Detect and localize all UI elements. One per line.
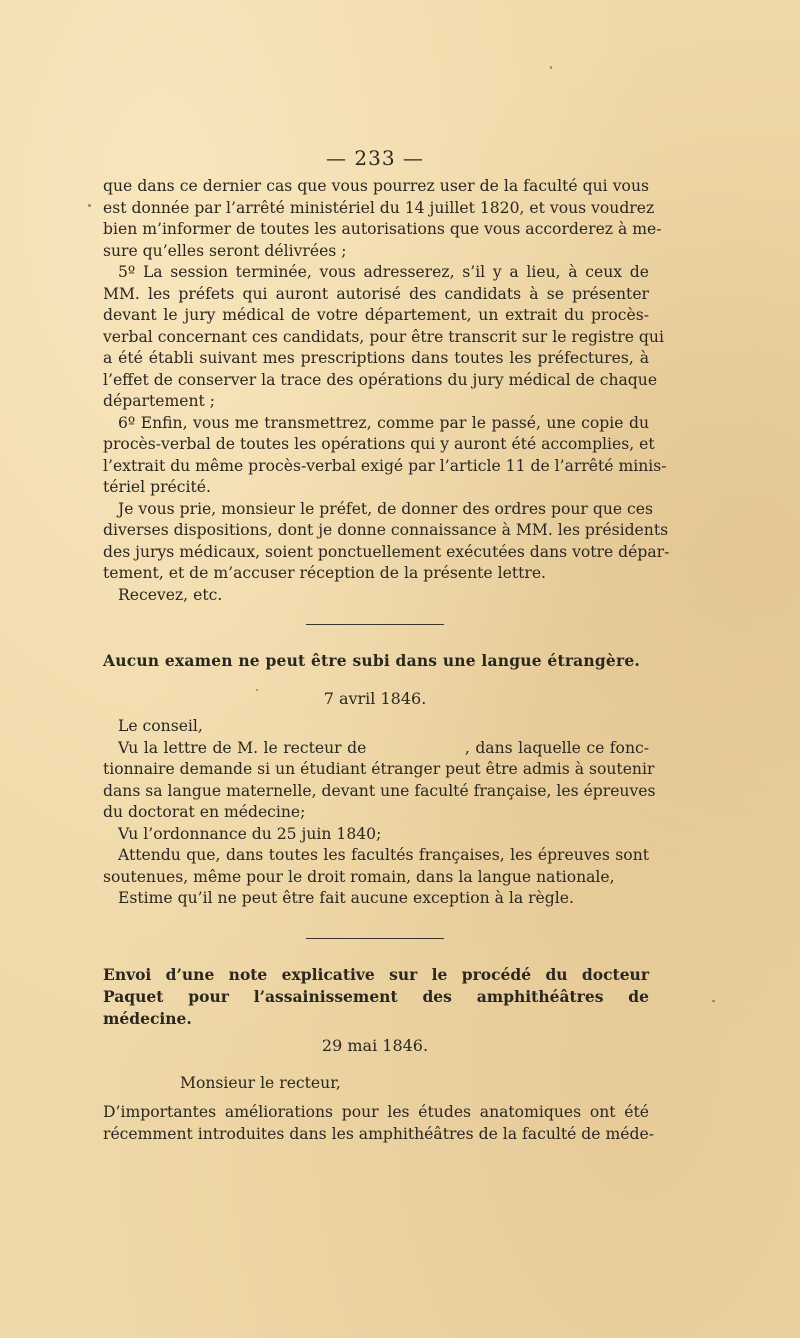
text-line: Recevez, etc.	[118, 585, 223, 604]
paper-speck	[712, 1000, 715, 1002]
paragraph	[103, 413, 667, 499]
text-line: que dans ce dernier cas que vous pourrez user de la faculté qui vous	[103, 177, 649, 195]
paragraph	[103, 1102, 654, 1145]
text-line: Estime qu’il ne peut être fait aucune exception à la règle.	[118, 889, 574, 907]
paragraph	[103, 888, 649, 910]
paragraph	[103, 716, 649, 738]
text-line: récemment introduites dans les amphithéâtres de la faculté de méde-	[103, 1124, 654, 1143]
page-number: — 233 —	[326, 146, 424, 170]
text-line: diverses dispositions, dont je donne connaissance à MM. les présidents	[103, 521, 669, 539]
title-line: Paquet pour l’assainissement des amphithéâtres de	[103, 987, 649, 1006]
title-line: médecine.	[103, 1009, 192, 1028]
text-line: a été établi suivant mes prescriptions dans toutes les préfectures, à	[103, 349, 649, 367]
section-title-paquet-note	[103, 964, 649, 1030]
salutation: Monsieur le recteur,	[180, 1074, 341, 1092]
letter-continuation	[103, 176, 670, 606]
text-line: l’effet de conserver la trace des opérations du jury médical de chaque	[103, 370, 658, 389]
council-decision	[103, 716, 656, 910]
letter-body	[103, 1102, 654, 1145]
section-date: 7 avril 1846.	[323, 689, 427, 708]
text-line: procès-verbal de toutes les opérations qui y auront été accomplies, et	[103, 435, 655, 453]
text-line: MM. les préfets qui auront autorisé des candidats à se présenter	[103, 284, 649, 303]
text-line: dans sa langue maternelle, devant une faculté française, les épreuves	[103, 781, 656, 800]
text-line: Attendu que, dans toutes les facultés françaises, les épreuves sont	[118, 846, 649, 864]
paragraph	[103, 499, 670, 585]
text-line: soutenues, même pour le droit romain, dans la langue nationale,	[103, 867, 615, 886]
paragraph	[103, 845, 649, 888]
paragraph	[103, 176, 662, 262]
section-title-foreign-language: Aucun examen ne peut être subi dans une langue étrangère.	[103, 651, 641, 670]
text-line: tionnaire demande si un étudiant étranger peut être admis à soutenir	[103, 760, 655, 778]
text-line: verbal concernant ces candidats, pour être transcrit sur le registre qui	[103, 327, 664, 346]
title-line: Envoi d’une note explicative sur le procédé du docteur	[103, 965, 649, 984]
paragraph	[103, 738, 656, 824]
text-line: 6º Enfin, vous me transmettrez, comme par le passé, une copie du	[118, 413, 649, 432]
paragraph	[103, 262, 664, 413]
section-divider	[306, 938, 444, 939]
paper-speck	[88, 204, 91, 207]
text-line: D’importantes améliorations pour les études anatomiques ont été	[103, 1103, 649, 1121]
text-line: devant le jury médical de votre département, un extrait du procès-	[103, 306, 649, 324]
text-line: Je vous prie, monsieur le préfet, de donner des ordres pour que ces	[118, 499, 654, 518]
text-line: bien m’informer de toutes les autorisations que vous accorderez à me-	[103, 220, 662, 238]
text-line: est donnée par l’arrêté ministériel du 14 juillet 1820, et vous voudrez	[103, 198, 655, 217]
text-line: des jurys médicaux, soient ponctuellement exécutées dans votre dépar-	[103, 542, 670, 561]
text-line: sure qu’elles seront délivrées ;	[103, 241, 347, 260]
text-line: tement, et de m’accuser réception de la présente lettre.	[103, 564, 546, 582]
paper-speck	[256, 689, 258, 691]
section-date: 29 mai 1846.	[321, 1036, 429, 1055]
paragraph	[103, 824, 649, 846]
text-line: Le conseil,	[118, 717, 203, 735]
text-line: tériel précité.	[103, 478, 211, 496]
text-line: 5º La session terminée, vous adresserez, s’il y a lieu, à ceux de	[118, 263, 649, 281]
paper-speck	[550, 66, 552, 69]
paragraph	[103, 585, 649, 607]
text-line: Vu l’ordonnance du 25 juin 1840;	[118, 824, 382, 843]
section-divider	[306, 624, 444, 625]
text-line: département ;	[103, 392, 215, 410]
text-line: du doctorat en médecine;	[103, 803, 306, 821]
text-line: Vu la lettre de M. le recteur de , dans laquelle ce fonc-	[118, 738, 649, 757]
text-line: l’extrait du même procès-verbal exigé par l’article 11 de l’arrêté minis-	[103, 456, 667, 475]
